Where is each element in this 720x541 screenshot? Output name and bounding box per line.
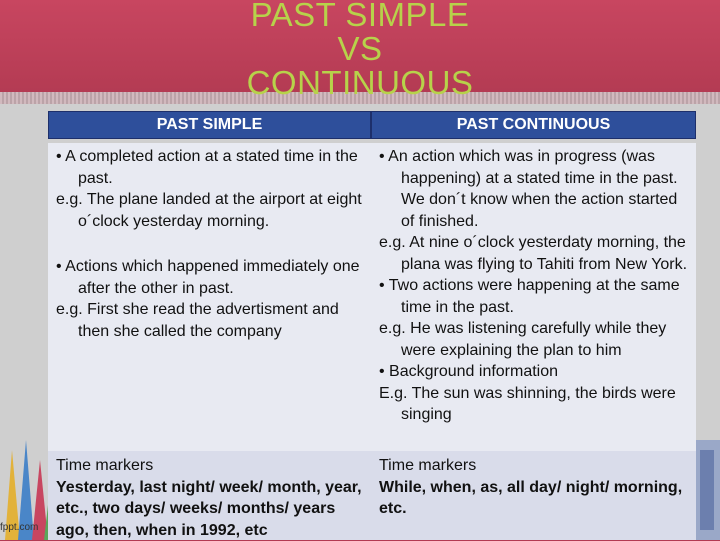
title-line-1: PAST SIMPLE	[250, 0, 470, 33]
continuous-example-3: E.g. The sun was shinning, the birds were singing	[379, 384, 676, 423]
cell-simple-uses	[48, 143, 371, 451]
continuous-example-2: e.g. He was listening carefully while they were explaining the plan to him	[379, 320, 667, 359]
cell-continuous-uses	[371, 143, 696, 451]
continuous-markers-label: Time markers	[379, 457, 477, 474]
header-past-simple: PAST SIMPLE	[48, 111, 371, 139]
simple-markers-label: Time markers	[56, 457, 154, 474]
continuous-markers-text: While, when, as, all day/ night/ morning, etc.	[379, 478, 683, 517]
title-line-3: CONTINUOUS	[246, 64, 474, 101]
simple-item-2: • Actions which happened immediately one after the other in past.	[56, 258, 360, 297]
continuous-example-1: e.g. At nine o´clock yesterdaty morning, the plana was flying to Tahiti from New York.	[379, 234, 688, 273]
simple-markers-text: Yesterday, last night/ week/ month, year, etc., two days/ weeks/ months/ years ago, then, when in 1992, etc	[56, 478, 362, 539]
simple-example-2: e.g. First she read the advertisment and then she called the company	[56, 301, 339, 340]
continuous-item-1: • An action which was in progress (was happening) at a stated time in the past. We don´t know when the action started of finished.	[379, 148, 678, 230]
cell-simple-time-markers	[48, 451, 371, 540]
watermark: fppt.com	[0, 522, 39, 533]
continuous-item-3: • Background information	[379, 363, 559, 380]
slide-title	[150, 0, 570, 100]
title-line-2: VS	[337, 30, 383, 67]
simple-example-1: e.g. The plane landed at the airport at eight o´clock yesterday morning.	[56, 191, 362, 230]
simple-item-1: • A completed action at a stated time in the past.	[56, 148, 358, 187]
cell-continuous-time-markers	[371, 451, 696, 540]
header-past-continuous: PAST CONTINUOUS	[371, 111, 696, 139]
continuous-item-2: • Two actions were happening at the same time in the past.	[379, 277, 680, 316]
